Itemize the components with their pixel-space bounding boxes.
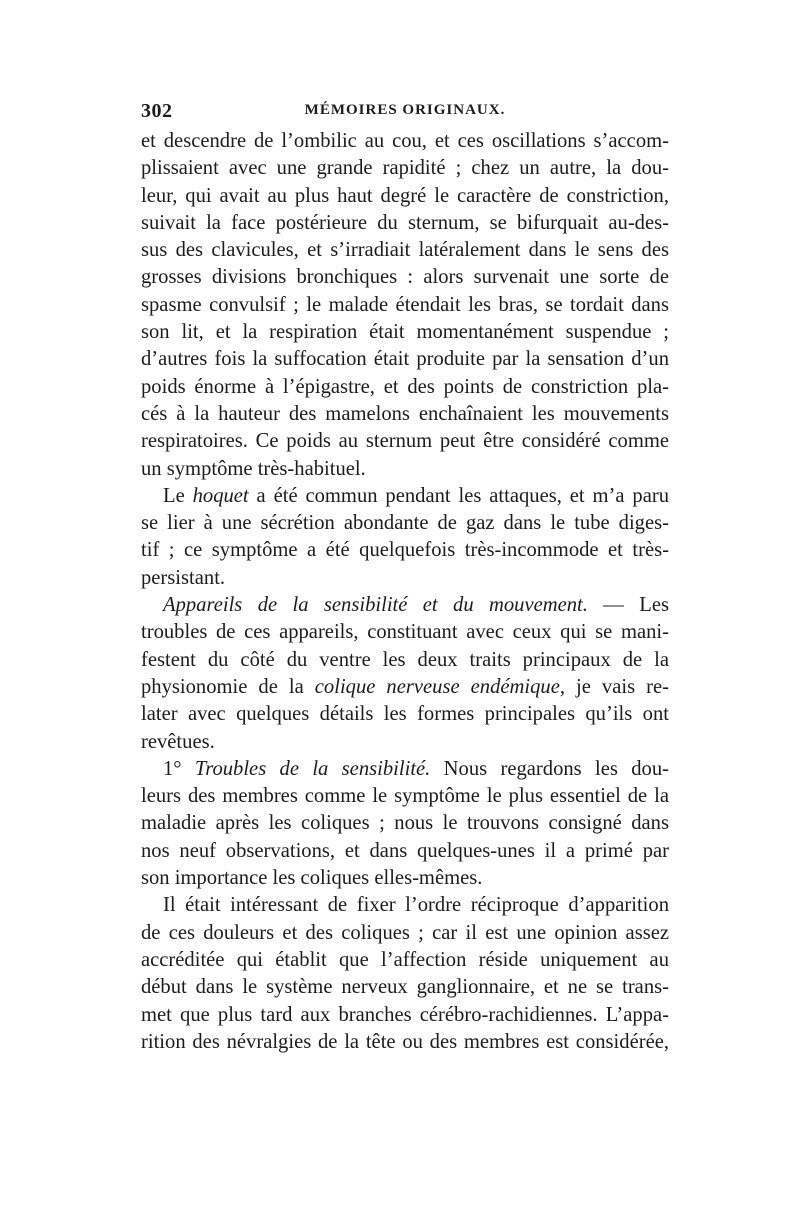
italic-text: Troubles de la sensibilité.: [194, 757, 431, 780]
text-segment: un symptôme très-habituel.: [141, 457, 366, 480]
text-line: [141, 592, 669, 619]
text-line: [141, 647, 669, 674]
text-segment: respiratoires. Ce poids au sternum peut être considéré comme: [141, 430, 669, 453]
text-line: [141, 155, 669, 182]
text-segment: met que plus tard aux branches cérébro-rachidiennes. L’appa-: [141, 1003, 669, 1026]
text-segment: 1°: [163, 757, 195, 780]
text-segment: et descendre de l’ombilic au cou, et ces oscillations s’accom-: [141, 130, 669, 152]
text-segment: cés à la hauteur des mamelons enchaînaient les mouvements: [141, 402, 669, 425]
text-segment: suivait la face postérieure du sternum, se bifurquait au-des-: [141, 211, 669, 234]
body-text: [141, 128, 669, 1056]
text-segment: troubles de ces appareils, constituant avec ceux qui se mani-: [141, 621, 669, 644]
text-segment: se lier à une sécrétion abondante de gaz dans le tube diges-: [141, 512, 669, 535]
page-number: 302: [141, 100, 173, 122]
text-segment: poids énorme à l’épigastre, et des points de constriction pla-: [141, 375, 669, 398]
text-line: [141, 210, 669, 237]
text-segment: leurs des membres comme le symptôme le plus essentiel de la: [141, 785, 669, 808]
text-line: [141, 892, 669, 919]
italic-text: hoquet: [192, 484, 249, 507]
text-segment: d’autres fois la suffocation était produite par la sensation d’un: [141, 348, 669, 371]
text-line: [141, 920, 669, 947]
text-line: [141, 319, 669, 346]
text-line: [141, 729, 669, 756]
text-segment: accréditée qui établit que l’affection réside uniquement au: [141, 948, 669, 971]
text-line: [141, 838, 669, 865]
text-line: [141, 264, 669, 291]
text-line: [141, 346, 669, 373]
text-segment: son lit, et la respiration était momentanément suspendue ;: [141, 321, 669, 344]
text-segment: Il était intéressant de fixer l’ordre réciproque d’apparition: [163, 894, 669, 917]
text-segment: persistant.: [141, 566, 226, 589]
text-segment: festent du côté du ventre les deux traits principaux de la: [141, 648, 669, 671]
text-line: [141, 128, 669, 155]
text-segment: , je vais re-: [559, 675, 669, 698]
text-segment: Nous regardons les dou-: [430, 757, 669, 780]
text-segment: grosses divisions bronchiques : alors survenait une sorte de: [141, 266, 669, 289]
text-segment: a été commun pendant les attaques, et m’a paru: [248, 484, 669, 507]
italic-text: Appareils de la sensibilité et du mouvement.: [163, 594, 588, 617]
text-segment: — Les: [587, 594, 669, 617]
text-line: [141, 674, 669, 701]
text-line: [141, 756, 669, 783]
text-segment: plissaient avec une grande rapidité ; chez un autre, la dou-: [141, 157, 669, 180]
text-segment: later avec quelques détails les formes principales qu’ils ont: [141, 703, 669, 726]
italic-text: colique nerveuse endémique: [314, 675, 560, 698]
text-line: [141, 401, 669, 428]
text-segment: tif ; ce symptôme a été quelquefois très-incommode et très-: [141, 539, 669, 562]
text-line: [141, 701, 669, 728]
text-line: [141, 1002, 669, 1029]
text-line: [141, 974, 669, 1001]
text-segment: Le: [163, 484, 193, 507]
text-segment: son importance les coliques elles-mêmes.: [141, 867, 483, 890]
text-segment: rition des névralgies de la tête ou des membres est considérée,: [141, 1030, 669, 1053]
text-line: [141, 483, 669, 510]
text-line: [141, 237, 669, 264]
text-line: [141, 292, 669, 319]
text-line: [141, 374, 669, 401]
text-line: [141, 428, 669, 455]
text-segment: maladie après les coliques ; nous le trouvons consigné dans: [141, 812, 669, 835]
text-line: [141, 619, 669, 646]
page-header: [141, 100, 669, 128]
text-line: [141, 456, 669, 483]
text-segment: de ces douleurs et des coliques ; car il est une opinion assez: [141, 921, 669, 944]
text-segment: physionomie de la: [141, 675, 315, 698]
text-line: [141, 810, 669, 837]
text-line: [141, 865, 669, 892]
text-line: [141, 183, 669, 210]
text-line: [141, 510, 669, 537]
running-head: MÉMOIRES ORIGINAUX.: [304, 102, 506, 118]
text-segment: spasme convulsif ; le malade étendait les bras, se tordait dans: [141, 293, 669, 316]
book-page: [141, 100, 669, 1056]
text-line: [141, 783, 669, 810]
text-segment: leur, qui avait au plus haut degré le caractère de constriction,: [141, 184, 669, 207]
text-line: [141, 1029, 669, 1056]
text-segment: nos neuf observations, et dans quelques-unes il a primé par: [141, 839, 669, 862]
text-segment: revêtues.: [141, 730, 215, 753]
text-line: [141, 537, 669, 564]
text-segment: début dans le système nerveux ganglionnaire, et ne se trans-: [141, 976, 669, 999]
text-line: [141, 565, 669, 592]
text-line: [141, 947, 669, 974]
text-segment: sus des clavicules, et s’irradiait latéralement dans le sens des: [141, 239, 669, 262]
